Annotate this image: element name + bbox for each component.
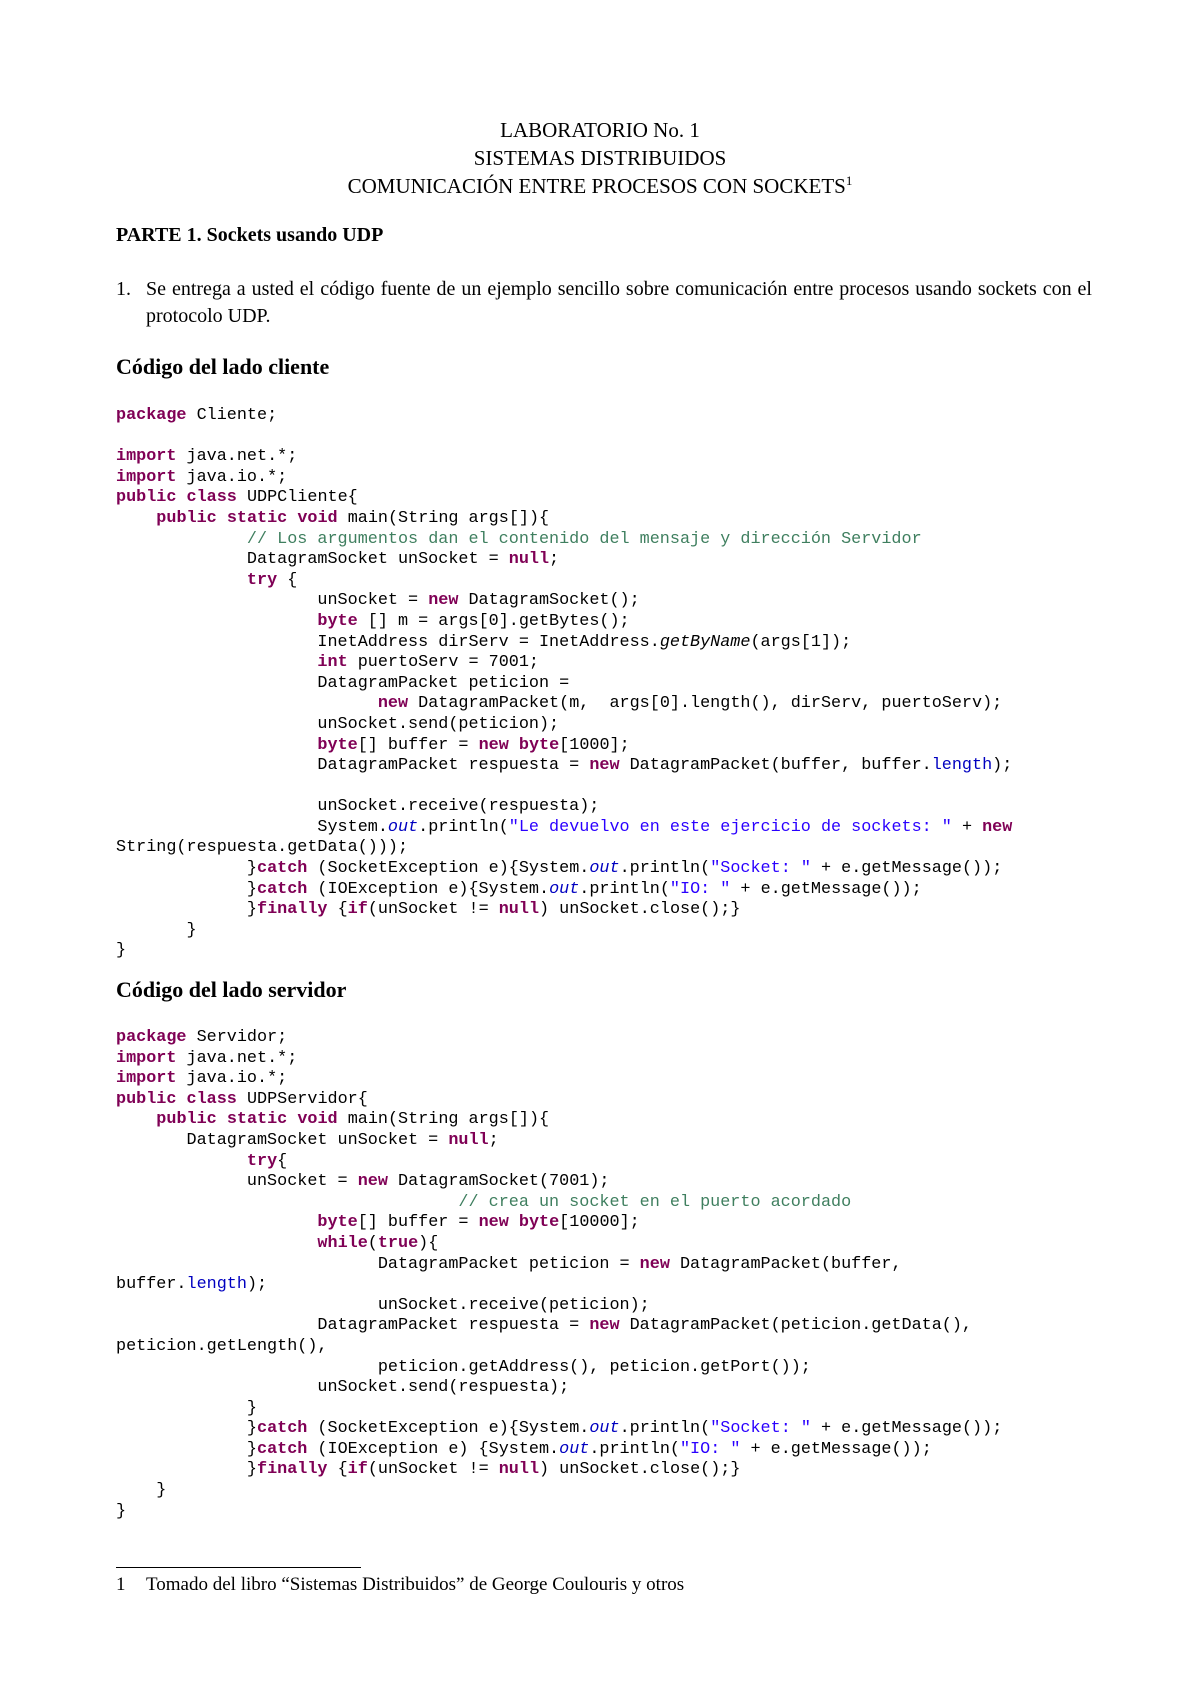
server-code-line: } (116, 1481, 167, 1501)
client-code-line: System.out.println("Le devuelvo en este ejercicio de sockets: " + new (116, 817, 1013, 837)
client-code-line: DatagramPacket respuesta = new DatagramPacket(buffer, buffer.length); (116, 756, 1013, 776)
footnote-divider (116, 1567, 361, 1568)
client-code-line: public class UDPCliente{ (116, 488, 358, 508)
client-code-line (116, 777, 1116, 798)
server-code-line: import java.net.*; (116, 1048, 298, 1068)
server-code-line: peticion.getLength(), (116, 1336, 328, 1356)
server-code-heading: Código del lado servidor (116, 977, 347, 1002)
client-code-line: import java.net.*; (116, 447, 298, 467)
footnote (116, 1574, 684, 1596)
server-code-line: buffer.length); (116, 1275, 268, 1295)
numbered-item-1 (116, 276, 1092, 330)
client-code-line: unSocket = new DatagramSocket(); (116, 591, 640, 611)
server-code-line: unSocket.receive(peticion); (116, 1295, 650, 1315)
title-line-2: SISTEMAS DISTRIBUIDOS (473, 146, 727, 170)
client-code-line: unSocket.send(peticion); (116, 714, 560, 734)
client-code-line: unSocket.receive(respuesta); (116, 797, 600, 817)
server-code-line: while(true){ (317, 1233, 439, 1253)
server-code-line: unSocket.send(respuesta); (116, 1378, 570, 1398)
server-code-line: package Servidor; (116, 1028, 288, 1047)
server-code-line: peticion.getAddress(), peticion.getPort()); (116, 1357, 811, 1377)
server-code-line: DatagramSocket unSocket = null; (116, 1130, 499, 1150)
client-code-line: new DatagramPacket(m, args[0].length(), dirServ, puertoServ); (377, 694, 1003, 714)
client-code-line: byte [] m = args[0].getBytes(); (317, 611, 630, 631)
client-code-line: // Los argumentos dan el contenido del mensaje y dirección Servidor (246, 529, 922, 549)
client-code-line: import java.io.*; (116, 467, 288, 487)
server-code-line: byte[] buffer = new byte[10000]; (317, 1213, 640, 1233)
title-line-3-text: COMUNICACIÓN ENTRE PROCESOS CON SOCKETS (347, 174, 846, 198)
server-code-line: } (116, 1501, 127, 1521)
server-code-line: }catch (SocketException e){System.out.println("Socket: " + e.getMessage()); (116, 1419, 1003, 1439)
client-code-line: }catch (IOException e){System.out.println("IO: " + e.getMessage()); (116, 879, 922, 899)
server-code-line: import java.io.*; (116, 1069, 288, 1089)
client-code-line: byte[] buffer = new byte[1000]; (317, 735, 630, 755)
client-code-line: DatagramPacket peticion = (116, 673, 570, 693)
title-line-3 (0, 172, 1200, 200)
server-code-line: DatagramPacket respuesta = new DatagramPacket(peticion.getData(), (116, 1316, 972, 1336)
server-code-line: public class UDPServidor{ (116, 1089, 368, 1109)
client-code-line: String(respuesta.getData())); (116, 838, 409, 858)
server-code-line: }catch (IOException e) {System.out.println("IO: " + e.getMessage()); (116, 1439, 932, 1459)
client-code-heading: Código del lado cliente (116, 354, 330, 379)
client-code-block (116, 406, 1116, 962)
server-code-line: DatagramPacket peticion = new DatagramPacket(buffer, (116, 1254, 902, 1274)
server-code-line: } (116, 1398, 257, 1418)
server-code-line: // crea un socket en el puerto acordado (458, 1192, 852, 1212)
server-code-line: }finally {if(unSocket != null) unSocket.close();} (116, 1460, 741, 1480)
client-code-line: package Cliente; (116, 406, 278, 425)
footnote-text: Tomado del libro “Sistemas Distribuidos” de George Coulouris y otros (146, 1574, 685, 1595)
server-code-line: try{ (246, 1151, 288, 1171)
client-code-line (116, 427, 1116, 448)
client-code-line: try { (246, 570, 298, 590)
client-code-line: DatagramSocket unSocket = null; (116, 550, 560, 570)
server-code-line: unSocket = new DatagramSocket(7001); (116, 1172, 610, 1192)
server-code-block (116, 1028, 1116, 1522)
footnote-reference: 1 (845, 173, 853, 188)
part-1-heading: PARTE 1. Sockets usando UDP (116, 224, 384, 246)
client-code-line: }catch (SocketException e){System.out.println("Socket: " + e.getMessage()); (116, 859, 1003, 879)
title-line-1: LABORATORIO No. 1 (500, 118, 700, 142)
client-code-line: } (116, 941, 127, 961)
client-code-line: }finally {if(unSocket != null) unSocket.close();} (116, 900, 741, 920)
client-code-line: } (116, 920, 197, 940)
client-code-line: public static void main(String args[]){ (156, 508, 550, 528)
document-title (0, 116, 1200, 200)
item-text: Se entrega a usted el código fuente de un ejemplo sencillo sobre comunicación entre procesos usando sockets con el protocolo UDP. (146, 278, 1092, 327)
footnote-number: 1 (116, 1574, 126, 1595)
item-number: 1. (116, 278, 131, 300)
client-code-line: int puertoServ = 7001; (317, 653, 539, 673)
server-code-line: public static void main(String args[]){ (156, 1110, 550, 1130)
client-code-line: InetAddress dirServ = InetAddress.getByName(args[1]); (116, 632, 852, 652)
